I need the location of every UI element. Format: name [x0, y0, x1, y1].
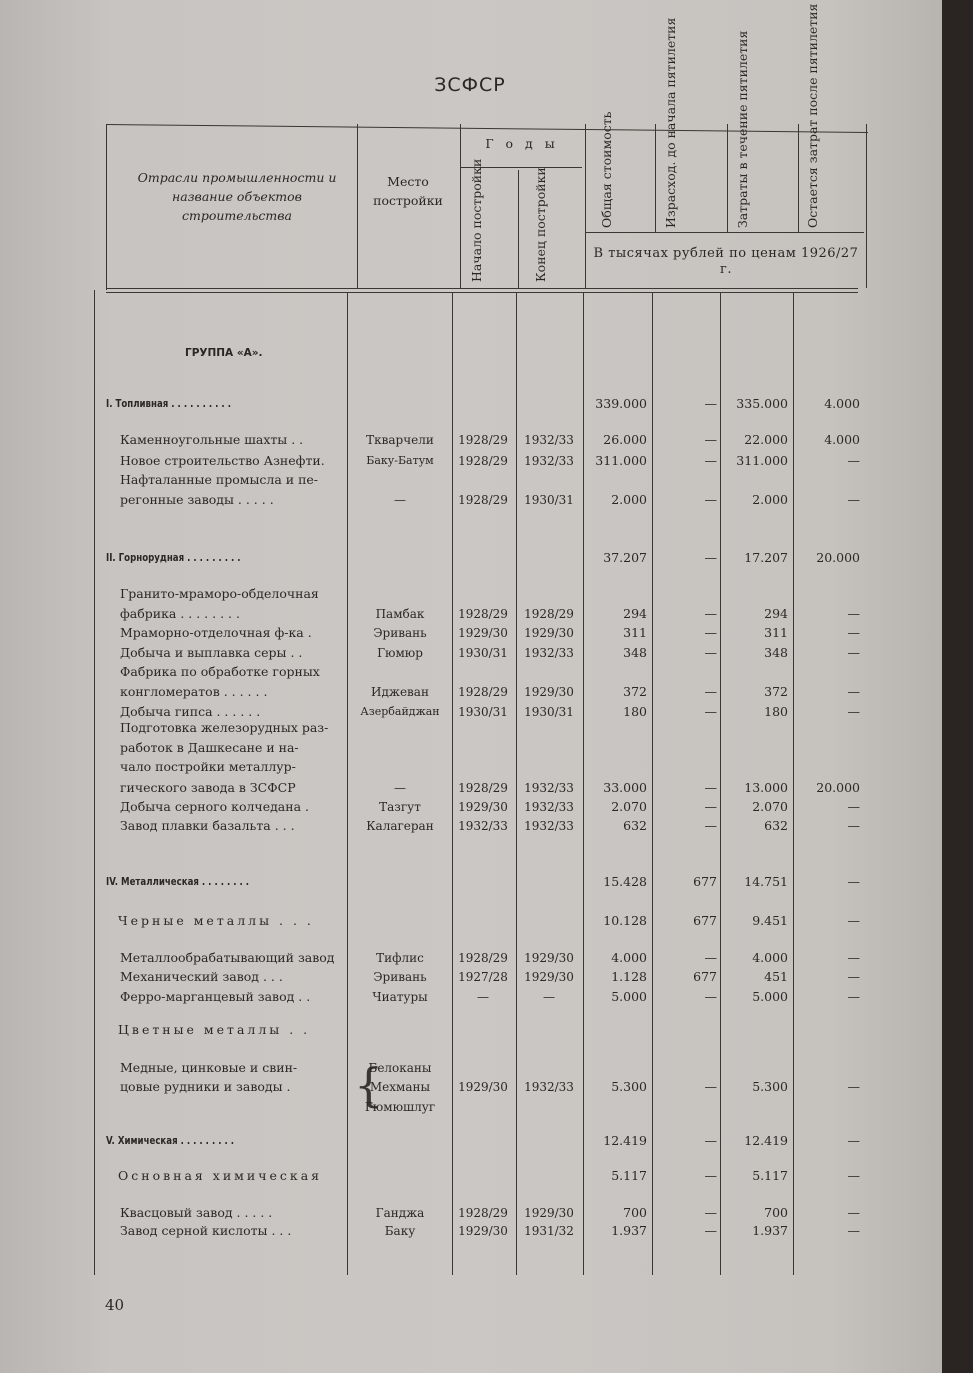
cell-end: 1929/30 — [524, 626, 574, 640]
cell-start: 1929/30 — [458, 1080, 508, 1094]
cell-place: Азербайджан — [360, 705, 440, 718]
cell-after: — — [847, 950, 860, 965]
cell-start: 1928/29 — [458, 781, 508, 795]
cell-end: 1929/30 — [524, 685, 574, 699]
cell-total: 294 — [623, 606, 647, 621]
header-remaining: Остается затрат после пятилетия — [805, 3, 820, 228]
cell-place: Белоканы — [368, 1061, 432, 1075]
cell-start: 1928/29 — [458, 433, 508, 447]
cell-place: Мехманы — [369, 1080, 431, 1094]
cell-place: Гюмюр — [377, 646, 423, 660]
cell-before: — — [704, 625, 717, 640]
cell-before: — — [704, 799, 717, 814]
col-rule — [727, 124, 728, 232]
cell-start: 1932/33 — [458, 819, 508, 833]
cell-total: 5.000 — [611, 989, 647, 1004]
cell-total: 33.000 — [603, 780, 647, 795]
cell-after: 20.000 — [816, 550, 860, 565]
page-number: 40 — [105, 1296, 125, 1314]
table-top-rule — [106, 124, 868, 133]
cell-after: — — [847, 913, 860, 928]
cell-total: 2.070 — [611, 799, 647, 814]
cell-after: — — [847, 684, 860, 699]
cell-end: 1929/30 — [524, 970, 574, 984]
cell-end: 1928/29 — [524, 607, 574, 621]
cell-during: 9.451 — [752, 913, 788, 928]
cell-before: — — [704, 780, 717, 795]
cell-during: 2.000 — [752, 492, 788, 507]
cell-name: Каменноугольные шахты . . — [120, 432, 304, 447]
cell-start: 1928/29 — [458, 685, 508, 699]
col-rule — [518, 170, 519, 288]
cell-place: Калагеран — [366, 819, 434, 833]
table-row — [0, 950, 942, 970]
table-row — [0, 606, 942, 626]
cell-total: 632 — [623, 818, 647, 833]
table-row — [0, 396, 942, 416]
cell-place: Тифлис — [376, 951, 424, 965]
cell-name: работок в Дашкесане и на- — [120, 740, 299, 755]
cell-place: Ганджа — [375, 1206, 425, 1220]
header-spent-during: Затраты в течение пятилетия — [735, 30, 750, 228]
cell-name: IV. Металлическая . . . . . . . . — [106, 876, 250, 888]
table-row — [0, 799, 942, 819]
cell-name: регонные заводы . . . . . — [120, 492, 274, 507]
cell-after: 4.000 — [824, 432, 860, 447]
cell-end: 1932/33 — [524, 433, 574, 447]
cell-name: Гранито-мраморо-обделочная — [120, 586, 319, 601]
cell-start: 1929/30 — [458, 626, 508, 640]
cell-before: — — [704, 1133, 717, 1148]
cell-before: — — [704, 453, 717, 468]
cell-start: 1930/31 — [458, 705, 508, 719]
cell-total: 1.128 — [611, 969, 647, 984]
cell-place: Гюмюшлуг — [364, 1100, 436, 1114]
cell-place: Баку-Батум — [366, 454, 434, 467]
cell-before: — — [704, 606, 717, 621]
cell-name: I. Топливная . . . . . . . . . . — [106, 398, 231, 410]
cell-after: — — [847, 1168, 860, 1183]
table-row — [0, 664, 942, 684]
cell-after: — — [847, 969, 860, 984]
cell-name: Фабрика по обработке горных — [120, 664, 320, 679]
cell-before: 677 — [693, 874, 717, 889]
cell-before: — — [704, 704, 717, 719]
cell-name: Мраморно-отделочная ф-ка . — [120, 625, 312, 640]
table-row — [0, 969, 942, 989]
table-row — [0, 913, 942, 933]
cell-during: 5.300 — [752, 1079, 788, 1094]
cell-name: Основная химическая — [118, 1168, 323, 1183]
table-row — [0, 1133, 942, 1153]
cell-after: — — [847, 645, 860, 660]
cell-name: Завод плавки базальта . . . — [120, 818, 295, 833]
header-bottom-rule-2 — [106, 292, 858, 293]
cell-total: 311.000 — [595, 453, 647, 468]
cell-name: чало постройки металлур- — [120, 759, 296, 774]
table-row — [0, 874, 942, 894]
cell-name: II. Горнорудная . . . . . . . . . — [106, 552, 241, 564]
cell-during: 311 — [764, 625, 788, 640]
cell-after: — — [847, 606, 860, 621]
cell-name: Добыча гипса . . . . . . — [120, 704, 261, 719]
cell-end: 1930/31 — [524, 493, 574, 507]
table-row — [0, 1205, 942, 1225]
cell-during: 2.070 — [752, 799, 788, 814]
cell-end: 1929/30 — [524, 951, 574, 965]
cell-name: Нафталанные промысла и пе- — [120, 472, 319, 487]
table-row — [0, 492, 942, 512]
cell-before: — — [704, 550, 717, 565]
cell-start: 1928/29 — [458, 493, 508, 507]
page-title: ЗСФСР — [434, 74, 506, 96]
cell-before: — — [704, 1079, 717, 1094]
header-units: В тысячах рублей по ценам 1926/27 г. — [593, 246, 859, 277]
cell-after: — — [847, 799, 860, 814]
col-rule — [866, 124, 867, 288]
table-row — [0, 625, 942, 645]
cell-name: конгломератов . . . . . . — [120, 684, 268, 699]
table-row — [0, 818, 942, 838]
col-rule — [655, 124, 656, 232]
cell-during: 372 — [764, 684, 788, 699]
cell-name: Добыча серного колчедана . — [120, 799, 309, 814]
col-rule — [460, 124, 461, 288]
table-row — [0, 684, 942, 704]
cell-before: — — [704, 950, 717, 965]
cell-after: — — [847, 704, 860, 719]
cell-before: — — [704, 645, 717, 660]
table-row — [0, 1099, 942, 1119]
cell-place: — — [394, 781, 406, 795]
header-end: Конец постройки — [533, 167, 548, 282]
cell-during: 14.751 — [744, 874, 788, 889]
cell-name: Медные, цинковые и свин- — [120, 1060, 298, 1075]
header-years: Г о д ы — [485, 136, 559, 151]
table-row — [0, 1022, 942, 1042]
cell-end: 1929/30 — [524, 1206, 574, 1220]
cell-before: — — [704, 396, 717, 411]
cell-before: 677 — [693, 913, 717, 928]
cell-total: 1.937 — [611, 1223, 647, 1238]
cell-name: Добыча и выплавка серы . . — [120, 645, 303, 660]
cell-end: 1932/33 — [524, 800, 574, 814]
cell-place: Памбак — [375, 607, 425, 621]
table-row — [0, 740, 942, 760]
cell-end: — — [543, 990, 555, 1004]
cell-during: 700 — [764, 1205, 788, 1220]
cell-place: Баку — [384, 1224, 416, 1238]
cell-before: — — [704, 492, 717, 507]
cell-during: 180 — [764, 704, 788, 719]
cell-start: 1928/29 — [458, 1206, 508, 1220]
cell-place: Эривань — [373, 626, 427, 640]
cell-after: 4.000 — [824, 396, 860, 411]
cell-name: гического завода в ЗСФСР — [120, 780, 296, 795]
cell-during: 4.000 — [752, 950, 788, 965]
cell-start: 1927/28 — [458, 970, 508, 984]
cell-name: фабрика . . . . . . . . — [120, 606, 240, 621]
cell-name: Металлообрабатывающий завод — [120, 950, 335, 965]
cell-after: — — [847, 989, 860, 1004]
cell-before: — — [704, 989, 717, 1004]
cell-total: 2.000 — [611, 492, 647, 507]
cell-end: 1932/33 — [524, 646, 574, 660]
cell-name: Завод серной кислоты . . . — [120, 1223, 292, 1238]
cell-before: — — [704, 1168, 717, 1183]
cell-start: 1930/31 — [458, 646, 508, 660]
cell-during: 17.207 — [744, 550, 788, 565]
table-row — [0, 550, 942, 570]
cell-total: 339.000 — [595, 396, 647, 411]
cell-total: 26.000 — [603, 432, 647, 447]
cell-start: 1929/30 — [458, 1224, 508, 1238]
cell-total: 5.300 — [611, 1079, 647, 1094]
cell-total: 180 — [623, 704, 647, 719]
cell-during: 311.000 — [736, 453, 788, 468]
table-row — [0, 472, 942, 492]
cell-total: 5.117 — [611, 1168, 647, 1183]
col-rule — [798, 124, 799, 232]
cell-total: 37.207 — [603, 550, 647, 565]
table-row — [0, 586, 942, 606]
brace-symbol: { — [354, 1058, 384, 1112]
cell-after: — — [847, 874, 860, 889]
cell-place: — — [394, 493, 406, 507]
header-start: Начало постройки — [469, 158, 484, 282]
cell-after: — — [847, 1205, 860, 1220]
cell-total: 15.428 — [603, 874, 647, 889]
cell-start: 1928/29 — [458, 607, 508, 621]
cell-name: Подготовка железорудных раз- — [120, 720, 329, 735]
cell-during: 5.117 — [752, 1168, 788, 1183]
cell-during: 335.000 — [736, 396, 788, 411]
cell-start: 1929/30 — [458, 800, 508, 814]
cell-after: — — [847, 625, 860, 640]
cell-during: 12.419 — [744, 1133, 788, 1148]
cell-start: 1928/29 — [458, 951, 508, 965]
table-row — [0, 780, 942, 800]
table-row — [0, 1168, 942, 1188]
cell-place: Тазгут — [379, 800, 421, 814]
cell-start: 1928/29 — [458, 454, 508, 468]
cell-name: Черные металлы . . . — [118, 913, 314, 928]
cell-end: 1932/33 — [524, 819, 574, 833]
cell-during: 294 — [764, 606, 788, 621]
cell-during: 348 — [764, 645, 788, 660]
cell-after: — — [847, 818, 860, 833]
cell-name: Квасцовый завод . . . . . — [120, 1205, 273, 1220]
cell-during: 13.000 — [744, 780, 788, 795]
header-branch: Отрасли промышленности и название объектов строительства — [137, 170, 337, 223]
cell-total: 348 — [623, 645, 647, 660]
cell-after: — — [847, 1133, 860, 1148]
cell-total: 10.128 — [603, 913, 647, 928]
table-row — [0, 432, 942, 452]
cell-name: Новое строительство Азнефти. — [120, 453, 325, 468]
cell-before: 677 — [693, 969, 717, 984]
cell-end: 1932/33 — [524, 781, 574, 795]
cell-name: цовые рудники и заводы . — [120, 1079, 291, 1094]
header-bottom-rule — [106, 288, 858, 289]
header-total: Общая стоимость — [599, 111, 614, 228]
cell-start: — — [477, 990, 489, 1004]
cell-name: V. Химическая . . . . . . . . . — [106, 1135, 235, 1147]
col-rule — [106, 124, 107, 290]
cell-total: 311 — [623, 625, 647, 640]
cell-place: Ткварчели — [366, 433, 434, 447]
cell-end: 1932/33 — [524, 1080, 574, 1094]
header-spent-before: Израсход. до начала пятилетия — [663, 17, 678, 228]
table-row — [0, 1223, 942, 1243]
cell-name: Механический завод . . . — [120, 969, 283, 984]
cell-end: 1931/32 — [524, 1224, 574, 1238]
cell-before: — — [704, 818, 717, 833]
table-row — [0, 759, 942, 779]
cell-before: — — [704, 1223, 717, 1238]
cell-during: 451 — [764, 969, 788, 984]
cell-end: 1932/33 — [524, 454, 574, 468]
cell-total: 4.000 — [611, 950, 647, 965]
cell-total: 12.419 — [603, 1133, 647, 1148]
cell-end: 1930/31 — [524, 705, 574, 719]
cell-during: 5.000 — [752, 989, 788, 1004]
cell-during: 1.937 — [752, 1223, 788, 1238]
col-rule — [585, 124, 586, 288]
cell-total: 372 — [623, 684, 647, 699]
cell-after: — — [847, 492, 860, 507]
cell-name: Ферро-марганцевый завод . . — [120, 989, 311, 1004]
col-rule — [357, 124, 358, 288]
table-row — [0, 1079, 942, 1099]
table-row — [0, 1060, 942, 1080]
cell-after: — — [847, 1079, 860, 1094]
cell-place: Эривань — [373, 970, 427, 984]
cell-total: 700 — [623, 1205, 647, 1220]
table-row — [0, 645, 942, 665]
group-label: ГРУППА «А». — [185, 347, 263, 359]
cell-place: Чиатуры — [372, 990, 428, 1004]
cell-name: Цветные металлы . . — [118, 1022, 311, 1037]
table-row — [0, 989, 942, 1009]
table-row — [0, 453, 942, 473]
units-rule — [586, 232, 864, 233]
cell-before: — — [704, 1205, 717, 1220]
cell-before: — — [704, 432, 717, 447]
cell-after: — — [847, 1223, 860, 1238]
cell-place: Иджеван — [371, 685, 429, 699]
cell-before: — — [704, 684, 717, 699]
header-place: Место постройки — [373, 174, 443, 208]
cell-after: — — [847, 453, 860, 468]
cell-after: 20.000 — [816, 780, 860, 795]
cell-during: 22.000 — [744, 432, 788, 447]
cell-during: 632 — [764, 818, 788, 833]
table-row — [0, 720, 942, 740]
